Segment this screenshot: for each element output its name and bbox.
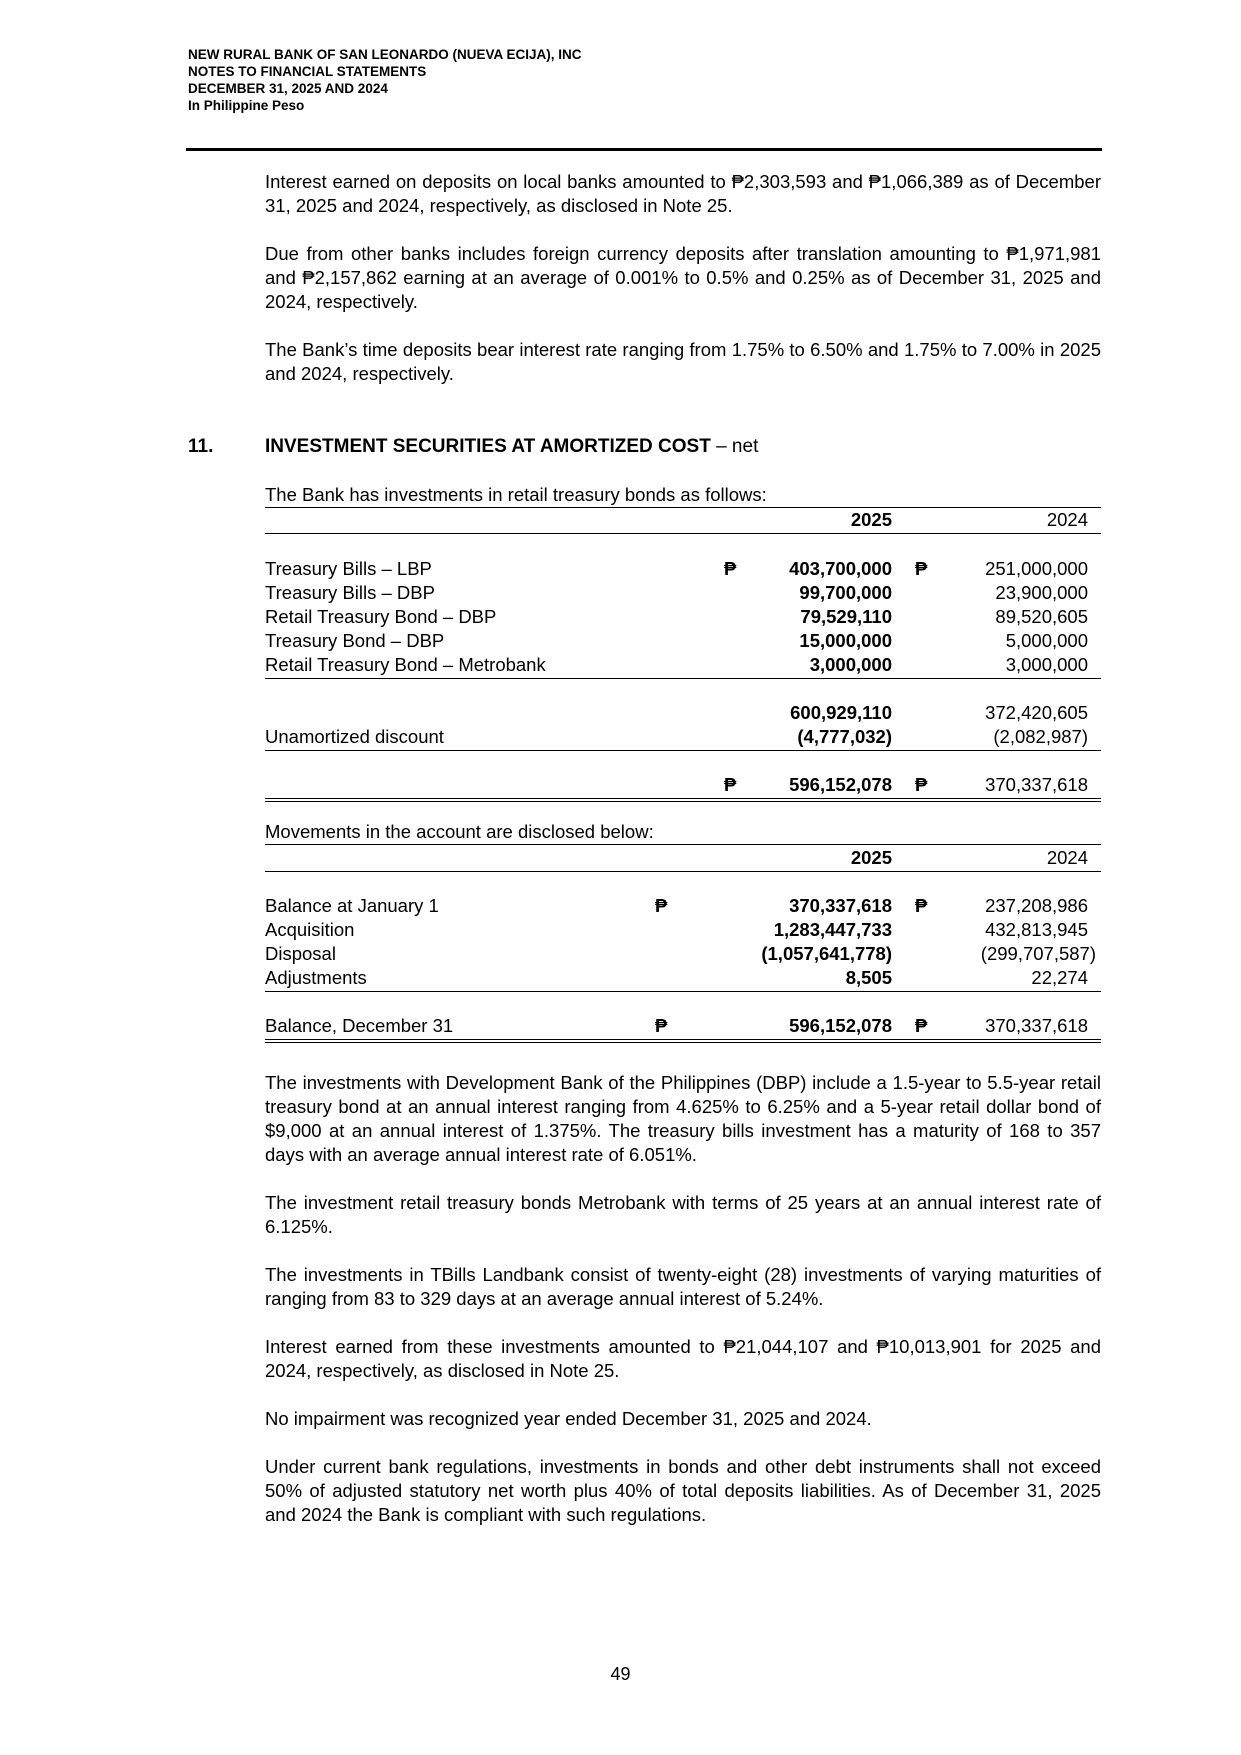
table-rule — [265, 507, 1101, 508]
subtotal-2024: 372,420,605 — [985, 702, 1088, 723]
column-header-2024: 2024 — [1046, 847, 1088, 868]
peso-sign: ₱ — [915, 895, 928, 916]
row-label: Treasury Bond – DBP — [265, 630, 445, 651]
investments-table-header — [265, 509, 1101, 533]
row-label: Retail Treasury Bond – Metrobank — [265, 654, 546, 675]
column-header-2025: 2025 — [850, 509, 892, 530]
value-2025: 403,700,000 — [789, 558, 892, 579]
table-row — [265, 967, 1101, 991]
page-number: 49 — [610, 1664, 631, 1684]
investments-table-caption: The Bank has investments in retail treasury bonds as follows: — [265, 484, 767, 505]
value-2025: 15,000,000 — [799, 630, 892, 651]
table-rule — [265, 991, 1101, 992]
table-row — [265, 558, 1101, 582]
row-label: Balance, December 31 — [265, 1015, 454, 1036]
value-2024: 5,000,000 — [1005, 630, 1088, 651]
value-2025: 1,283,447,733 — [773, 919, 892, 940]
peso-sign: ₱ — [724, 558, 737, 579]
value-2025: 99,700,000 — [799, 582, 892, 603]
value-2025: 3,000,000 — [809, 654, 892, 675]
subtotal-row — [265, 702, 1101, 726]
peso-sign: ₱ — [655, 895, 668, 916]
row-label: Disposal — [265, 943, 336, 964]
peso-sign: ₱ — [655, 1015, 668, 1036]
section-title-suffix: – net — [710, 436, 759, 457]
column-header-2024: 2024 — [1046, 509, 1088, 530]
row-label: Retail Treasury Bond – DBP — [265, 606, 497, 627]
column-header-2025: 2025 — [850, 847, 892, 868]
section-title — [265, 436, 758, 458]
peso-sign: ₱ — [724, 774, 737, 795]
double-underline — [265, 1039, 1101, 1043]
total-2025: 596,152,078 — [789, 774, 892, 795]
value-2024: 3,000,000 — [1005, 654, 1088, 675]
paragraph-dbp-investments: The investments with Development Bank of the Philippines (DBP) include a 1.5-year to 5.5-year retail treasury bond at an annual interest ranging from 4.625% to 6.25% and a 5-year retail dollar bond of $9,000 at an annual interest of 1.375%. The treasury bills investment has a maturity of 168 to 357 days with an average annual interest rate of 6.051%. — [265, 1072, 1101, 1165]
value-2024: 432,813,945 — [985, 919, 1088, 940]
paragraph-foreign-currency: Due from other banks includes foreign currency deposits after translation amounting to ₱1,971,981 and ₱2,157,862 earning at an average of 0.001% to 0.5% and 0.25% as of December 31, 2025 and 2024, respectively. — [265, 243, 1101, 312]
table-row — [265, 606, 1101, 630]
paragraph-tbills-landbank: The investments in TBills Landbank consist of twenty-eight (28) investments of varying maturities of ranging from 83 to 329 days at an average annual interest of 5.24%. — [265, 1264, 1101, 1309]
header-divider — [186, 148, 1102, 151]
value-2025: 370,337,618 — [789, 895, 892, 916]
total-2024: 370,337,618 — [985, 774, 1088, 795]
row-label: Treasury Bills – DBP — [265, 582, 435, 603]
value-2024: (299,707,587) — [980, 943, 1096, 964]
subtotal-2025: 600,929,110 — [790, 702, 892, 723]
table-rule — [265, 678, 1101, 679]
double-underline — [265, 798, 1101, 802]
value-2024: 23,900,000 — [995, 582, 1088, 603]
table-row — [265, 630, 1101, 654]
paragraph-metrobank-bonds: The investment retail treasury bonds Metrobank with terms of 25 years at an annual interest rate of 6.125%. — [265, 1192, 1101, 1237]
row-label: Balance at January 1 — [265, 895, 439, 916]
value-2024: 251,000,000 — [985, 558, 1088, 579]
peso-sign: ₱ — [915, 1015, 928, 1036]
discount-2024: (2,082,987) — [993, 726, 1088, 747]
document-period: DECEMBER 31, 2025 AND 2024 — [188, 81, 388, 96]
row-label: Treasury Bills – LBP — [265, 558, 432, 579]
value-2024: 22,274 — [1031, 967, 1088, 988]
value-2025: 79,529,110 — [800, 606, 892, 627]
value-2025: (1,057,641,778) — [761, 943, 892, 964]
paragraph-no-impairment: No impairment was recognized year ended December 31, 2025 and 2024. — [265, 1408, 872, 1429]
paragraph-regulations: Under current bank regulations, investments in bonds and other debt instruments shall not exceed 50% of adjusted statutory net worth plus 40% of total deposits liabilities. As of December 31, 2025 and 2024 the Bank is compliant with such regulations. — [265, 1456, 1101, 1525]
value-2025: 8,505 — [845, 967, 892, 988]
table-rule — [265, 844, 1101, 845]
peso-sign: ₱ — [915, 558, 928, 579]
row-label: Unamortized discount — [265, 726, 444, 747]
total-2025: 596,152,078 — [789, 1015, 892, 1036]
paragraph-time-deposits: The Bank’s time deposits bear interest rate ranging from 1.75% to 6.50% and 1.75% to 7.00% in 2025 and 2024, respectively. — [265, 339, 1101, 384]
paragraph-interest-earned: Interest earned from these investments amounted to ₱21,044,107 and ₱10,013,901 for 2025 and 2024, respectively, as disclosed in Note 25. — [265, 1336, 1101, 1381]
movements-table-header — [265, 847, 1101, 871]
discount-row — [265, 726, 1101, 750]
table-rule — [265, 750, 1101, 751]
total-row — [265, 1015, 1101, 1039]
peso-sign: ₱ — [915, 774, 928, 795]
company-name: NEW RURAL BANK OF SAN LEONARDO (NUEVA ECIJA), INC — [188, 47, 582, 62]
row-label: Adjustments — [265, 967, 367, 988]
table-row — [265, 654, 1101, 678]
total-2024: 370,337,618 — [985, 1015, 1088, 1036]
table-row — [265, 919, 1101, 943]
currency-note: In Philippine Peso — [188, 98, 305, 113]
movements-table-caption: Movements in the account are disclosed below: — [265, 821, 654, 842]
table-row — [265, 943, 1101, 967]
discount-2025: (4,777,032) — [797, 726, 892, 747]
section-title-bold: INVESTMENT SECURITIES AT AMORTIZED COST — [265, 436, 711, 457]
paragraph-interest-deposits: Interest earned on deposits on local banks amounted to ₱2,303,593 and ₱1,066,389 as of December 31, 2025 and 2024, respectively, as disclosed in Note 25. — [265, 171, 1101, 216]
section-number: 11. — [188, 436, 214, 457]
document-title: NOTES TO FINANCIAL STATEMENTS — [188, 64, 427, 79]
row-label: Acquisition — [265, 919, 355, 940]
table-row — [265, 895, 1101, 919]
value-2024: 237,208,986 — [985, 895, 1088, 916]
table-rule — [265, 871, 1101, 872]
value-2024: 89,520,605 — [995, 606, 1088, 627]
table-rule — [265, 533, 1101, 534]
document-header — [188, 46, 582, 114]
table-row — [265, 582, 1101, 606]
total-row — [265, 774, 1101, 798]
